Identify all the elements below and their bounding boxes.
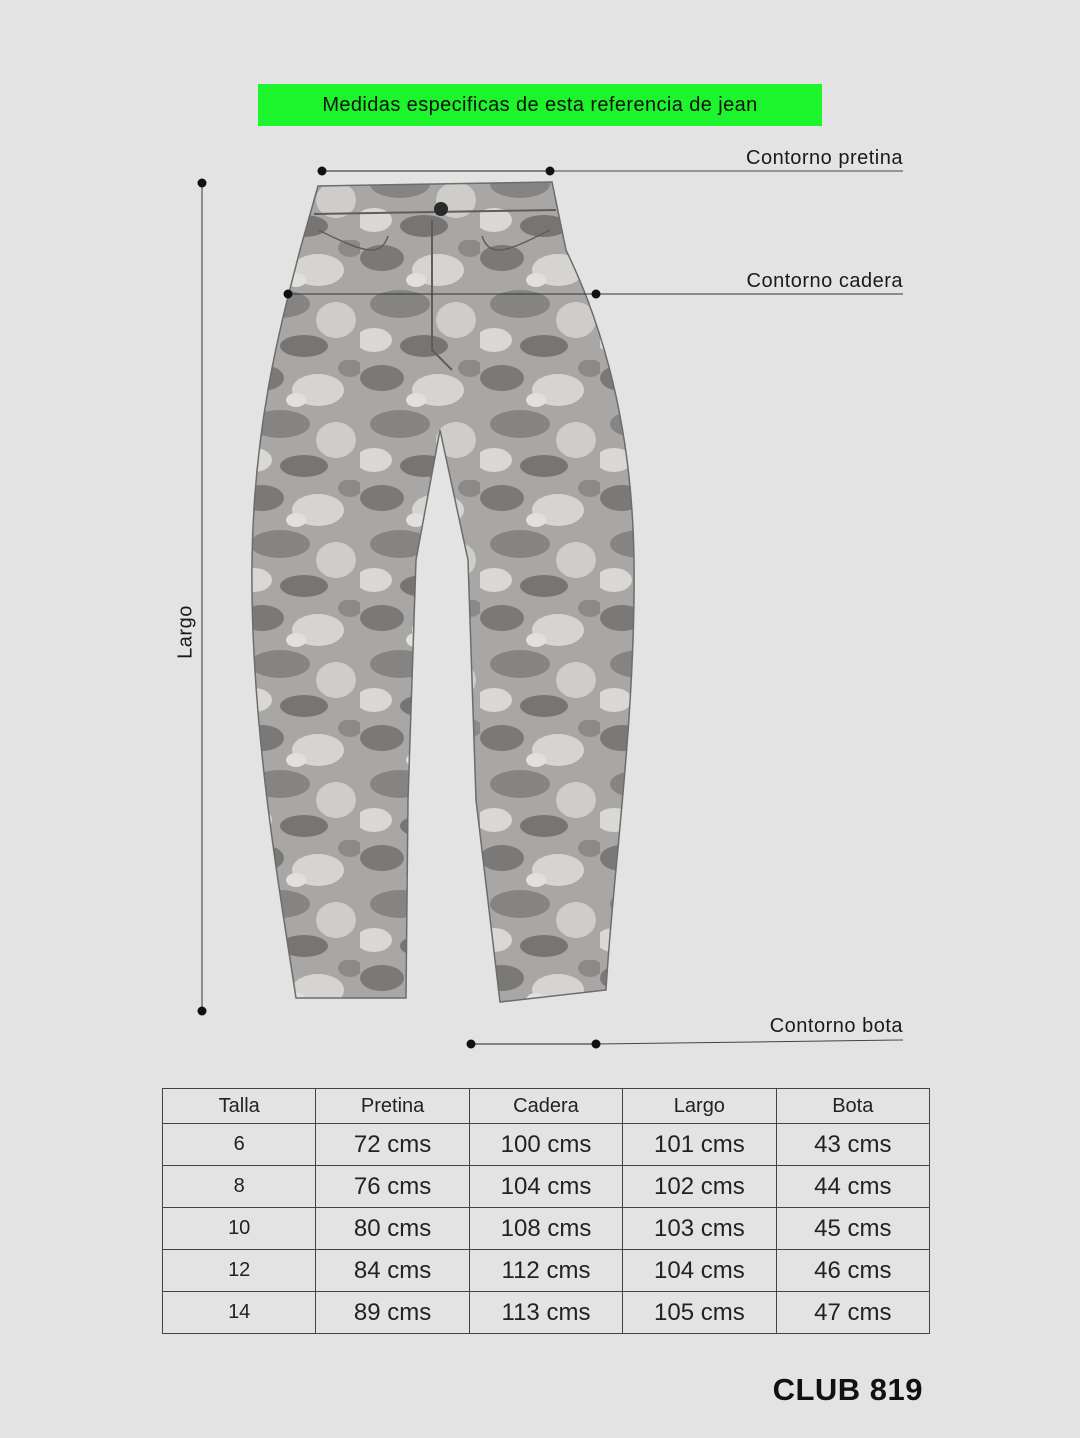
table-header-row <box>163 1089 930 1124</box>
jeans-body <box>252 182 634 1002</box>
table-row <box>163 1166 930 1208</box>
table-row <box>163 1124 930 1166</box>
cell-talla: 14 <box>163 1292 316 1334</box>
cell-talla: 10 <box>163 1208 316 1250</box>
cell-largo: 101 cms <box>623 1124 776 1166</box>
cell-cadera: 112 cms <box>469 1250 622 1292</box>
table-row <box>163 1292 930 1334</box>
cell-pretina: 76 cms <box>316 1166 469 1208</box>
cell-bota: 47 cms <box>776 1292 929 1334</box>
cell-cadera: 113 cms <box>469 1292 622 1334</box>
label-contorno-pretina: Contorno pretina <box>746 147 903 169</box>
cell-largo: 102 cms <box>623 1166 776 1208</box>
table-row <box>163 1250 930 1292</box>
cell-pretina: 72 cms <box>316 1124 469 1166</box>
table-row <box>163 1208 930 1250</box>
cell-pretina: 80 cms <box>316 1208 469 1250</box>
cell-cadera: 100 cms <box>469 1124 622 1166</box>
header-bota: Bota <box>776 1089 929 1124</box>
cell-pretina: 89 cms <box>316 1292 469 1334</box>
cell-largo: 104 cms <box>623 1250 776 1292</box>
header-largo: Largo <box>623 1089 776 1124</box>
cell-largo: 103 cms <box>623 1208 776 1250</box>
size-chart-table <box>162 1088 930 1334</box>
label-contorno-bota: Contorno bota <box>769 1015 903 1037</box>
label-largo: Largo <box>174 605 197 659</box>
header-cadera: Cadera <box>469 1089 622 1124</box>
cell-largo: 105 cms <box>623 1292 776 1334</box>
cell-bota: 43 cms <box>776 1124 929 1166</box>
brand-logo-text: CLUB 819 <box>772 1372 923 1407</box>
cell-bota: 44 cms <box>776 1166 929 1208</box>
cell-talla: 8 <box>163 1166 316 1208</box>
cell-talla: 12 <box>163 1250 316 1292</box>
cell-pretina: 84 cms <box>316 1250 469 1292</box>
jeans-illustration <box>252 182 634 1002</box>
label-contorno-cadera: Contorno cadera <box>746 270 903 292</box>
cell-cadera: 108 cms <box>469 1208 622 1250</box>
cell-bota: 45 cms <box>776 1208 929 1250</box>
cell-cadera: 104 cms <box>469 1166 622 1208</box>
title-banner: Medidas especificas de esta referencia de jean <box>258 84 822 126</box>
cell-bota: 46 cms <box>776 1250 929 1292</box>
header-talla: Talla <box>163 1089 316 1124</box>
header-pretina: Pretina <box>316 1089 469 1124</box>
cell-talla: 6 <box>163 1124 316 1166</box>
